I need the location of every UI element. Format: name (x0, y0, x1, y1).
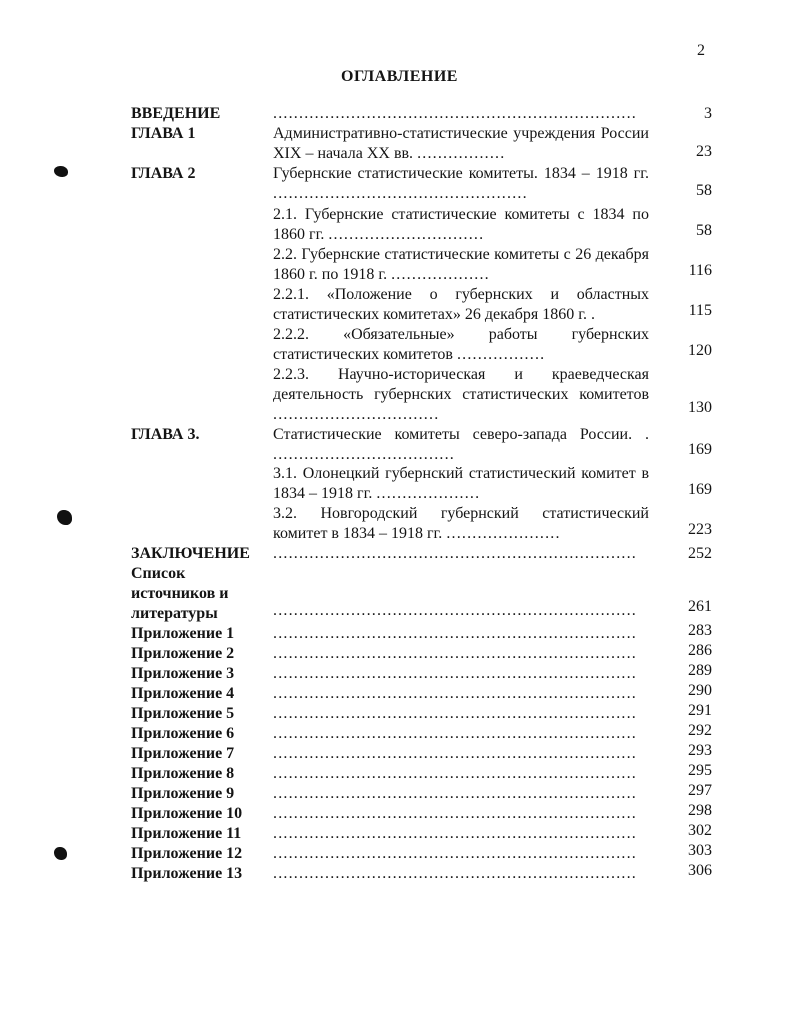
dot-leader: ...................................................................... (273, 845, 637, 862)
dot-leader: ...................................................................... (273, 685, 637, 702)
dot-leader: ...................................................................... (273, 625, 637, 642)
ink-blot (54, 166, 68, 177)
toc-label: Приложение 5 (131, 705, 235, 722)
toc-label: Приложение 3 (131, 665, 235, 682)
toc-page: 292 (688, 722, 712, 739)
toc-page: 130 (688, 399, 712, 416)
dot-leader: ...................................................................... (273, 725, 637, 742)
toc-page: 293 (688, 742, 712, 759)
toc-page: 252 (688, 545, 712, 562)
toc-label: Приложение 1 (131, 625, 235, 642)
toc-page: 116 (688, 262, 712, 279)
toc-page: 23 (696, 143, 712, 160)
toc-label: ГЛАВА 3. (131, 426, 200, 443)
toc-page: 306 (688, 862, 712, 879)
dot-leader: ...................................................................... (273, 705, 637, 722)
toc-text: Административно-статистические учреждения России XIX – начала XX вв. ................. (273, 125, 649, 162)
toc-page: 283 (688, 622, 712, 639)
toc-text: Губернские статистические комитеты. 1834 – 1918 гг. ................................................. (273, 165, 649, 202)
toc-page: 295 (688, 762, 712, 779)
toc-page: 303 (688, 842, 712, 859)
page-number: 2 (697, 42, 705, 59)
toc-page: 286 (688, 642, 712, 659)
toc-text: 2.2.1. «Положение о губернских и областных статистических комитетах» 26 декабря 1860 г. . (273, 286, 649, 323)
toc-text: 3.2. Новгородский губернский статистический комитет в 1834 – 1918 гг. ...................... (273, 505, 649, 542)
toc-page: 290 (688, 682, 712, 699)
dot-leader: ...................................................................... (273, 105, 637, 122)
toc-text: 2.1. Губернские статистические комитеты с 1834 по 1860 гг. .............................. (273, 206, 649, 243)
dot-leader: ...................................................................... (273, 785, 637, 802)
toc-label: Приложение 4 (131, 685, 235, 702)
toc-page: 115 (688, 302, 712, 319)
dot-leader: ...................................................................... (273, 765, 637, 782)
dot-leader: ...................................................................... (273, 805, 637, 822)
dot-leader: ...................................................................... (273, 865, 637, 882)
toc-label: Приложение 6 (131, 725, 235, 742)
dot-leader: ...................................................................... (273, 645, 637, 662)
toc-label: Приложение 11 (131, 825, 242, 842)
toc-text: 2.2. Губернские статистические комитеты с 26 декабря 1860 г. по 1918 г. ................... (273, 246, 649, 283)
page-title: ОГЛАВЛЕНИЕ (341, 68, 458, 85)
toc-page: 169 (688, 441, 712, 458)
toc-label: Список источников и литературы (131, 565, 229, 622)
toc-label: Приложение 7 (131, 745, 235, 762)
toc-text: 2.2.3. Научно-историческая и краеведческая деятельность губернских статистических комитетов ................................ (273, 366, 649, 423)
toc-page: 58 (696, 182, 712, 199)
toc-label: Приложение 13 (131, 865, 243, 882)
toc-label: Приложение 12 (131, 845, 243, 862)
toc-text: 2.2.2. «Обязательные» работы губернских статистических комитетов ................. (273, 326, 649, 363)
toc-label: Приложение 10 (131, 805, 243, 822)
dot-leader: ...................................................................... (273, 602, 637, 619)
toc-page: 261 (688, 598, 712, 615)
toc-label: Приложение 8 (131, 765, 235, 782)
toc-page: 3 (704, 105, 712, 122)
toc-text: 3.1. Олонецкий губернский статистический комитет в 1834 – 1918 гг. .................... (273, 465, 649, 502)
dot-leader: ...................................................................... (273, 745, 637, 762)
toc-label: ГЛАВА 1 (131, 125, 196, 142)
ink-blot (54, 847, 67, 860)
toc-label: Приложение 2 (131, 645, 235, 662)
toc-label: ЗАКЛЮЧЕНИЕ (131, 545, 250, 562)
dot-leader: ...................................................................... (273, 825, 637, 842)
ink-blot (57, 510, 72, 525)
toc-page: 169 (688, 481, 712, 498)
toc-label: ГЛАВА 2 (131, 165, 196, 182)
dot-leader: ...................................................................... (273, 665, 637, 682)
toc-page: 289 (688, 662, 712, 679)
toc-label: ВВЕДЕНИЕ (131, 105, 221, 122)
toc-page: 302 (688, 822, 712, 839)
toc-page: 223 (688, 521, 712, 538)
toc-text: Статистические комитеты северо-запада России. . ................................... (273, 426, 649, 463)
dot-leader: ...................................................................... (273, 545, 637, 562)
toc-page: 58 (696, 222, 712, 239)
toc-page: 297 (688, 782, 712, 799)
toc-label: Приложение 9 (131, 785, 235, 802)
toc-page: 120 (688, 342, 712, 359)
toc-page: 291 (688, 702, 712, 719)
toc-page: 298 (688, 802, 712, 819)
